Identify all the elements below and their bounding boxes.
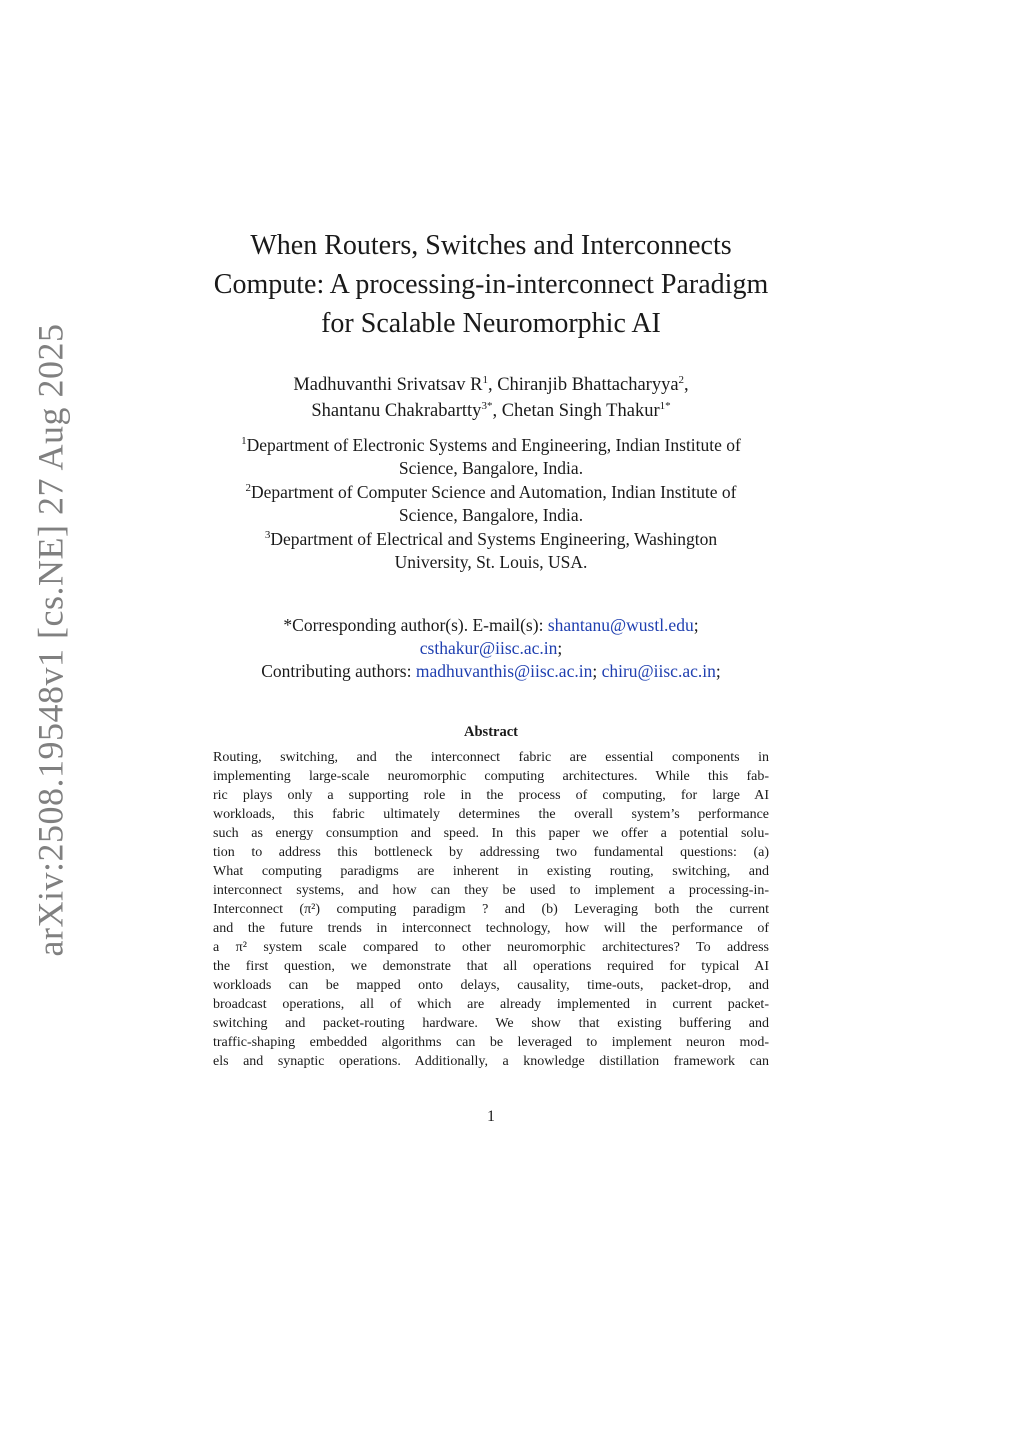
arxiv-identifier: arXiv:2508.19548v1 [cs.NE] 27 Aug 2025	[30, 323, 70, 957]
email-link[interactable]: csthakur@iisc.ac.in	[419, 638, 558, 658]
abstract-line: tion to address this bottleneck by addressing two fundamental questions: (a)	[213, 845, 769, 860]
abstract-line: traffic-shaping embedded algorithms can be leveraged to implement neuron mod-	[213, 1035, 769, 1050]
abstract-line: switching and packet-routing hardware. We show that existing buffering and	[213, 1016, 769, 1031]
abstract-line: Interconnect (π²) computing paradigm ? and (b) Leveraging both the current	[213, 902, 769, 917]
email-separator: ;	[557, 638, 563, 658]
abstract-line: els and synaptic operations. Additionally, a knowledge distillation framework can	[213, 1054, 769, 1069]
abstract-line: a π² system scale compared to other neuromorphic architectures? To address	[213, 940, 769, 955]
author-list	[150, 372, 832, 424]
abstract-body	[213, 748, 769, 1071]
abstract-line: implementing large-scale neuromorphic computing architectures. While this fab-	[213, 769, 769, 784]
email-separator: ;	[715, 661, 721, 681]
abstract-line: the first question, we demonstrate that all operations required for typical AI	[213, 959, 769, 974]
affil-mark: 2	[245, 481, 251, 494]
email-separator: ;	[592, 661, 598, 681]
author-affil-mark: 1	[482, 373, 488, 386]
author-separator: ,	[492, 401, 502, 421]
author-affil-mark: 2	[678, 373, 685, 386]
abstract-line: What computing paradigms are inherent in existing routing, switching, and	[213, 864, 769, 879]
page-number: 1	[487, 1108, 495, 1125]
email-link[interactable]: madhuvanthis@iisc.ac.in	[415, 661, 593, 681]
affil-text: Department of Electronic Systems and Engineering, Indian Institute of	[246, 435, 741, 455]
paper-title	[150, 226, 832, 343]
abstract-line: interconnect systems, and how can they be used to implement a processing-in-	[213, 883, 769, 898]
affiliation	[170, 528, 812, 551]
affil-text: Department of Electrical and Systems Engineering, Washington	[270, 528, 718, 549]
author-affil-mark: 3*	[481, 399, 493, 412]
author-affil-mark: 1*	[659, 399, 671, 412]
correspondence-block	[150, 614, 832, 683]
arxiv-sidebar	[18, 240, 82, 1040]
author-name: Shantanu Chakrabartty	[311, 401, 482, 421]
email-separator: ;	[693, 615, 699, 635]
abstract-line: Routing, switching, and the interconnect fabric are essential components in	[213, 750, 769, 765]
contrib-line	[150, 660, 832, 683]
affil-mark: 3	[264, 528, 271, 541]
affiliation: University, St. Louis, USA.	[394, 552, 588, 573]
abstract-line: ric plays only a supporting role in the process of computing, for large AI	[213, 788, 769, 803]
corresp-line	[150, 614, 832, 637]
author-name: Madhuvanthi Srivatsav R	[293, 375, 483, 395]
title-line: When Routers, Switches and Interconnects	[250, 230, 732, 261]
affiliation: Science, Bangalore, India.	[398, 505, 584, 526]
affiliation	[170, 434, 812, 457]
author-separator: ,	[487, 375, 498, 395]
abstract-line: workloads, this fabric ultimately determines the overall system’s performance	[213, 807, 769, 822]
email-link[interactable]: shantanu@wustl.edu	[547, 615, 694, 635]
author-name: Chiranjib Bhattacharyya	[497, 375, 679, 395]
affil-mark: 1	[241, 435, 247, 448]
affil-text: Department of Computer Science and Automation, Indian Institute of	[250, 481, 737, 502]
abstract-line: workloads can be mapped onto delays, causality, time-outs, packet-drop, and	[213, 978, 769, 993]
title-line: for Scalable Neuromorphic AI	[321, 308, 661, 339]
author-line	[150, 398, 832, 424]
contrib-label: Contributing authors:	[261, 661, 416, 681]
abstract-line: and the future trends in interconnect technology, how will the performance of	[213, 921, 769, 936]
email-link[interactable]: chiru@iisc.ac.in	[601, 661, 716, 681]
affiliation: Science, Bangalore, India.	[398, 458, 584, 479]
affiliation	[170, 481, 812, 504]
abstract-heading: Abstract	[464, 724, 518, 740]
author-line	[150, 372, 832, 398]
author-name: Chetan Singh Thakur	[501, 401, 660, 421]
corresp-label: *Corresponding author(s). E-mail(s):	[283, 615, 548, 635]
corresp-line	[150, 637, 832, 660]
author-separator: ,	[684, 375, 689, 395]
title-line: Compute: A processing-in-interconnect Paradigm	[213, 269, 769, 300]
affiliation-list	[170, 434, 812, 574]
abstract-line: broadcast operations, all of which are already implemented in current packet-	[213, 997, 769, 1012]
abstract-line: such as energy consumption and speed. In this paper we offer a potential solu-	[213, 826, 769, 841]
